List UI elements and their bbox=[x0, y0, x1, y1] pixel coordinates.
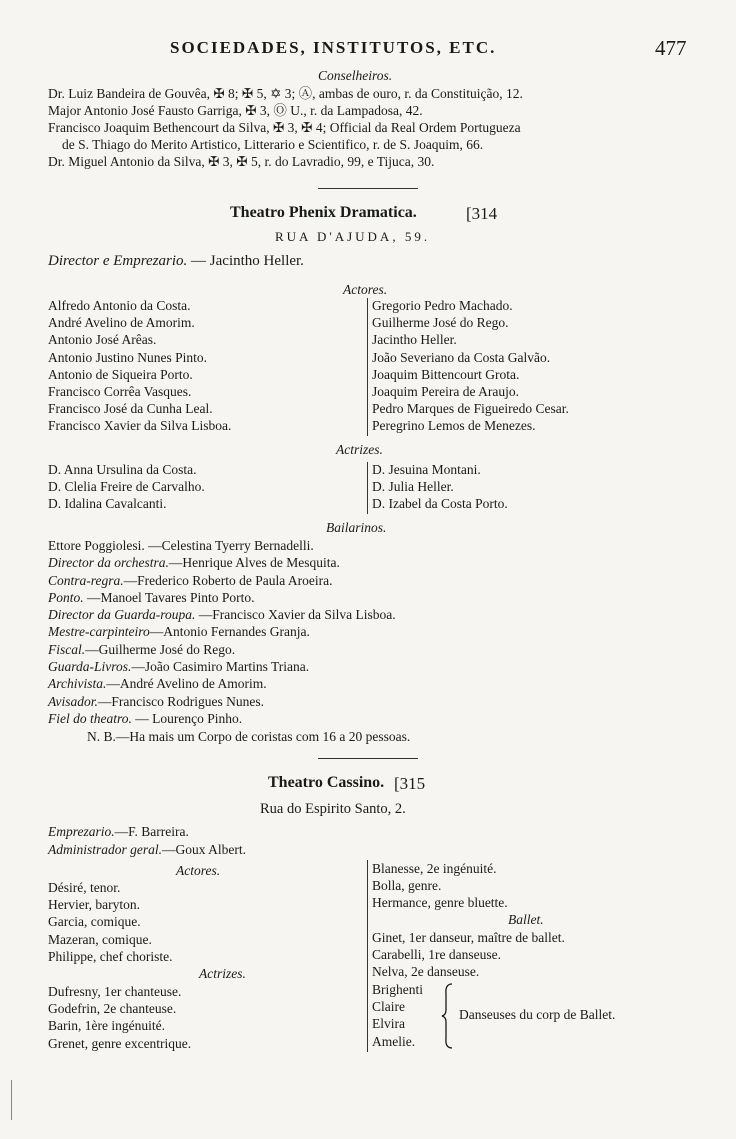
actor-name: Philippe, chef choriste. bbox=[48, 948, 173, 964]
actress-name: D. Izabel da Costa Porto. bbox=[372, 496, 508, 512]
actor-name: Alfredo Antonio da Costa. bbox=[48, 298, 191, 313]
actor-name: Hervier, baryton. bbox=[48, 897, 141, 913]
phenix-address: RUA D'AJUDA, 59. bbox=[275, 229, 431, 244]
actor-name: Désiré, tenor. bbox=[48, 880, 121, 895]
actor-name: Jacintho Heller. bbox=[372, 332, 457, 348]
conselheiro-line: Francisco Joaquim Bethencourt da Silva, ✠ 3, ✠ 4; Official da Real Ordem Portugueza bbox=[48, 120, 521, 135]
cassino-right-top bbox=[372, 860, 508, 912]
phenix-director bbox=[48, 253, 304, 270]
phenix-bailarinos-heading: Bailarinos. bbox=[326, 520, 387, 535]
staff-line: Fiscal.—Guilherme José do Rego. bbox=[48, 641, 236, 657]
actor-name: André Avelino de Amorim. bbox=[48, 315, 195, 331]
cassino-title: Theatro Cassino. bbox=[268, 774, 385, 791]
staff-line: Avisador.—Francisco Rodrigues Nunes. bbox=[48, 693, 264, 709]
conselheiros-list bbox=[48, 85, 523, 170]
phenix-note: N. B.—Ha mais um Corpo de coristas com 16 a 20 pessoas. bbox=[87, 729, 411, 744]
actor-name: Francisco Xavier da Silva Lisboa. bbox=[48, 418, 232, 434]
dancer-name: Elvira bbox=[372, 1016, 405, 1032]
staff-line: Mestre-carpinteiro—Antonio Fernandes Granja. bbox=[48, 624, 310, 640]
column-divider bbox=[367, 462, 368, 514]
cassino-actores-left bbox=[48, 879, 172, 965]
actress-name: Godefrin, 2e chanteuse. bbox=[48, 1001, 177, 1017]
actor-name: Antonio José Arêas. bbox=[48, 332, 157, 348]
column-divider bbox=[367, 298, 368, 436]
actress-name: Grenet, genre excentrique. bbox=[48, 1035, 192, 1051]
phenix-title: Theatro Phenix Dramatica. bbox=[230, 204, 417, 221]
phenix-actores-right bbox=[372, 297, 569, 435]
dancer-name: Nelva, 2e danseuse. bbox=[372, 964, 480, 980]
actor-name: Joaquim Bittencourt Grota. bbox=[372, 366, 520, 382]
director-name: — Jacintho Heller. bbox=[191, 253, 304, 269]
actress-name: D. Julia Heller. bbox=[372, 479, 454, 495]
staff-line: Archivista.—André Avelino de Amorim. bbox=[48, 676, 267, 692]
cassino-actrizes-heading: Actrizes. bbox=[199, 966, 246, 981]
staff-line: Guarda-Livros.—João Casimiro Martins Triana. bbox=[48, 659, 310, 675]
actress-name: Barin, 1ère ingénuité. bbox=[48, 1018, 165, 1034]
phenix-number: [314 bbox=[466, 204, 498, 223]
staff-line: Director da orchestra.—Henrique Alves de Mesquita. bbox=[48, 555, 340, 571]
staff-line: Contra-regra.—Frederico Roberto de Paula Aroeira. bbox=[48, 572, 333, 588]
phenix-actrizes-left bbox=[48, 461, 205, 513]
actor-name: Pedro Marques de Figueiredo Cesar. bbox=[372, 401, 569, 417]
phenix-actrizes-right bbox=[372, 461, 508, 513]
staff-line: Fiel do theatro. — Lourenço Pinho. bbox=[48, 710, 243, 726]
actress-name: Blanesse, 2e ingénuité. bbox=[372, 861, 497, 876]
page-number: 477 bbox=[655, 36, 687, 60]
corps-label: Danseuses du corp de Ballet. bbox=[459, 1007, 616, 1022]
phenix-actrizes-heading: Actrizes. bbox=[336, 442, 383, 457]
staff-line: Director da Guarda-roupa. —Francisco Xavier da Silva Lisboa. bbox=[48, 607, 396, 623]
actress-name: Bolla, genre. bbox=[372, 878, 442, 894]
actor-name: Guilherme José do Rego. bbox=[372, 315, 509, 331]
dancer-name: Claire bbox=[372, 999, 405, 1015]
actor-name: Francisco Corrêa Vasques. bbox=[48, 384, 192, 400]
cassino-actrizes-left bbox=[48, 983, 191, 1052]
column-divider bbox=[367, 860, 368, 1052]
actor-name: Antonio de Siqueira Porto. bbox=[48, 366, 193, 382]
actor-name: Garcia, comique. bbox=[48, 914, 141, 930]
dancer-name: Carabelli, 1re danseuse. bbox=[372, 947, 501, 963]
cassino-administrador: Administrador geral.—Goux Albert. bbox=[48, 842, 247, 857]
staff-line: Ponto. —Manoel Tavares Pinto Porto. bbox=[48, 589, 255, 605]
phenix-actores-heading: Actores. bbox=[343, 282, 388, 297]
cassino-address: Rua do Espirito Santo, 2. bbox=[260, 801, 406, 817]
staff-line: Ettore Poggiolesi. —Celestina Tyerry Bernadelli. bbox=[48, 538, 314, 553]
actress-name: D. Jesuina Montani. bbox=[372, 462, 481, 477]
phenix-staff-list bbox=[48, 537, 396, 727]
dancer-name: Amelie. bbox=[372, 1033, 416, 1049]
conselheiros-heading: Conselheiros. bbox=[318, 68, 393, 83]
running-header: SOCIEDADES, INSTITUTOS, ETC. bbox=[170, 38, 497, 57]
actress-name: Dufresny, 1er chanteuse. bbox=[48, 984, 182, 999]
cassino-emprezario: Emprezario.—F. Barreira. bbox=[48, 824, 189, 839]
actor-name: Antonio Justino Nunes Pinto. bbox=[48, 349, 208, 365]
actress-name: Hermance, genre bluette. bbox=[372, 895, 508, 911]
actor-name: Peregrino Lemos de Menezes. bbox=[372, 418, 536, 434]
cassino-ballet-main bbox=[372, 929, 565, 981]
cassino-actores-heading: Actores. bbox=[176, 863, 221, 878]
conselheiro-line: Dr. Miguel Antonio da Silva, ✠ 3, ✠ 5, r. do Lavradio, 99, e Tijuca, 30. bbox=[48, 154, 435, 169]
actor-name: Joaquim Pereira de Araujo. bbox=[372, 384, 519, 400]
conselheiro-line: de S. Thiago do Merito Artistico, Litterario e Scientifico, r. de S. Joaquim, 66. bbox=[62, 137, 484, 152]
director-label: Director e Emprezario. bbox=[48, 253, 188, 269]
actress-name: D. Anna Ursulina da Costa. bbox=[48, 462, 197, 477]
cassino-ballet-heading: Ballet. bbox=[508, 912, 544, 927]
cassino-corps-names bbox=[372, 981, 423, 1050]
actor-name: João Severiano da Costa Galvão. bbox=[372, 349, 551, 365]
actor-name: Gregorio Pedro Machado. bbox=[372, 298, 513, 313]
scan-edge-mark bbox=[11, 1080, 12, 1120]
cassino-number: [315 bbox=[394, 774, 426, 793]
section-divider bbox=[318, 758, 418, 759]
actress-name: D. Clelia Freire de Carvalho. bbox=[48, 479, 205, 495]
section-divider bbox=[318, 188, 418, 189]
brace-icon bbox=[440, 982, 456, 1050]
actor-name: Francisco José da Cunha Leal. bbox=[48, 401, 213, 417]
dancer-name: Brighenti bbox=[372, 982, 423, 997]
conselheiro-line: Major Antonio José Fausto Garriga, ✠ 3, Ⓞ U., r. da Lampadosa, 42. bbox=[48, 103, 423, 118]
conselheiro-line: Dr. Luiz Bandeira de Gouvêa, ✠ 8; ✠ 5, ✡ 3; Ⓐ, ambas de ouro, r. da Constituição, 12. bbox=[48, 86, 523, 101]
dancer-name: Ginet, 1er danseur, maître de ballet. bbox=[372, 930, 565, 945]
phenix-actores-left bbox=[48, 297, 231, 435]
actor-name: Mazeran, comique. bbox=[48, 931, 152, 947]
actress-name: D. Idalina Cavalcanti. bbox=[48, 496, 167, 512]
